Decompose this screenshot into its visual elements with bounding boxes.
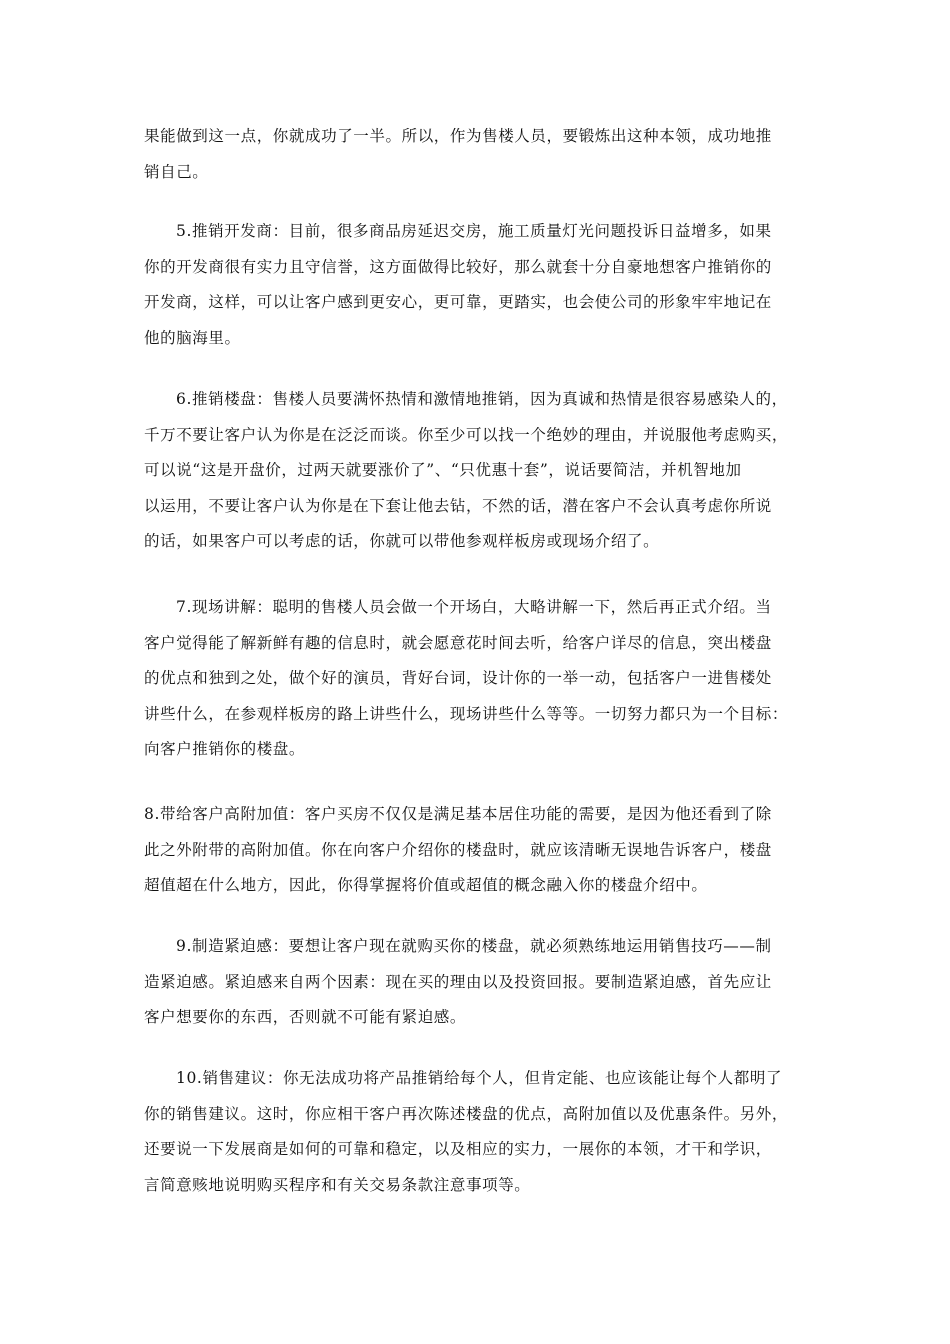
text-line: 果能做到这一点，你就成功了一半。所以，作为售楼人员，要锻炼出这种本领，成功地推 [144, 127, 772, 145]
text-line: 还要说一下发展商是如何的可靠和稳定，以及相应的实力，一展你的本领，才干和学识， [144, 1140, 772, 1158]
text-line: 你的销售建议。这时，你应相干客户再次陈述楼盘的优点，高附加值以及优惠条件。另外， [144, 1104, 789, 1123]
text-line: 5.推销开发商：目前，很多商品房延迟交房，施工质量灯光问题投诉日益增多，如果 [176, 222, 772, 240]
text-line: 以运用，不要让客户认为你是在下套让他去钻，不然的话，潜在客户不会认真考虑你所说 [144, 496, 772, 515]
text-line: 千万不要让客户认为你是在泛泛而谈。你至少可以找一个绝妙的理由，并说服他考虑购买， [144, 425, 789, 444]
paragraph-item-8 [144, 797, 810, 904]
text-line: 的话，如果客户可以考虑的话，你就可以带他参观样板房或现场介绍了。 [144, 532, 660, 550]
text-line: 他的脑海里。 [144, 328, 241, 347]
text-line: 开发商，这样，可以让客户感到更安心，更可靠，更踏实，也会使公司的形象牢牢地记在 [144, 293, 772, 311]
text-line: 向客户推销你的楼盘。 [144, 740, 306, 758]
text-line: 的优点和独到之处，做个好的演员，背好台词，设计你的一举一动，包括客户一进售楼处 [144, 669, 772, 687]
text-line: 9.制造紧迫感：要想让客户现在就购买你的楼盘，就必须熟练地运用销售技巧——制 [176, 937, 772, 955]
text-line: 客户想要你的东西，否则就不可能有紧迫感。 [144, 1008, 467, 1026]
text-line: 客户觉得能了解新鲜有趣的信息时，就会愿意花时间去听，给客户详尽的信息，突出楼盘 [144, 633, 772, 652]
text-line: 言简意赅地说明购买程序和有关交易条款注意事项等。 [144, 1175, 531, 1194]
text-line: 可以说“这是开盘价，过两天就要涨价了”、“只优惠十套”，说话要简洁，并机智地加 [144, 461, 742, 479]
text-line: 超值超在什么地方，因此，你得掌握将价值或超值的概念融入你的楼盘介绍中。 [144, 876, 708, 894]
text-line: 造紧迫感。紧迫感来自两个因素：现在买的理由以及投资回报。要制造紧迫感，首先应让 [144, 972, 772, 991]
text-line: 7.现场讲解：聪明的售楼人员会做一个开场白，大略讲解一下，然后再正式介绍。当 [176, 598, 772, 616]
text-line: 10.销售建议：你无法成功将产品推销给每个人，但肯定能、也应该能让每个人都明了 [176, 1069, 783, 1087]
text-line: 此之外附带的高附加值。你在向客户介绍你的楼盘时，就应该清晰无误地告诉客户，楼盘 [144, 840, 772, 859]
paragraph-item-7 [144, 590, 810, 768]
text-line: 8.带给客户高附加值：客户买房不仅仅是满足基本居住功能的需要，是因为他还看到了除 [144, 805, 772, 823]
text-line: 销自己。 [144, 162, 209, 181]
text-line: 你的开发商很有实力且守信誉，这方面做得比较好，那么就套十分自豪地想客户推销你的 [144, 257, 772, 276]
text-line: 讲些什么，在参观样板房的路上讲些什么，现场讲些什么等等。一切努力都只为一个目标： [144, 704, 789, 723]
paragraph-item-9 [144, 929, 810, 1036]
paragraph-intro-tail [144, 119, 810, 190]
paragraph-item-10 [144, 1061, 810, 1203]
paragraph-item-6 [144, 382, 810, 560]
paragraph-item-5 [144, 214, 810, 356]
text-line: 6.推销楼盘：售楼人员要满怀热情和激情地推销，因为真诚和热情是很容易感染人的， [176, 390, 788, 408]
